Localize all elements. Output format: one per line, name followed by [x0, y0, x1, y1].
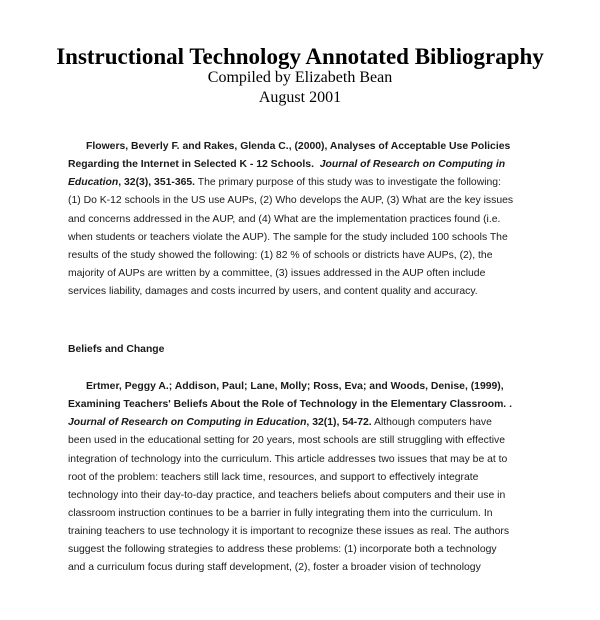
entry-annotation-line: suggest the following strategies to address these problems: (1) incorporate both a technology	[68, 544, 497, 556]
entry-annotation-line: and a curriculum focus during staff development, (2), foster a broader vision of technology	[68, 562, 481, 574]
entry-annotation-line: results of the study showed the following: (1) 82 % of schools or districts have AUPs, (2), the	[68, 249, 493, 261]
entry-journal-name-cont: Education	[68, 177, 119, 189]
document-subtitle: Compiled by Elizabeth Bean	[207, 69, 393, 86]
entry-annotation-line: been used in the educational setting for 20 years, most schools are still struggling with effective	[68, 435, 506, 447]
entry-citation-title: Regarding the Internet in Selected K - 12 Schools.	[68, 159, 314, 171]
entry-annotation-line: (1) Do K-12 schools in the US use AUPs, (2) Who develops the AUP, (3) What are the key issues	[68, 195, 514, 207]
entry-annotation-line: integration of technology into the curriculum. This article addresses two issues that may be at to	[68, 453, 508, 465]
bibliography-entry-ertmer	[68, 378, 538, 578]
entry-citation-authors: Flowers, Beverly F. and Rakes, Glenda C., (2000), Analyses of Acceptable Use Policies	[86, 141, 511, 152]
document-date: August 2001	[258, 89, 342, 106]
entry-volume-pages: , 32(3), 351-365.	[118, 177, 196, 189]
entry-annotation-line: and concerns addressed in the AUP, and (4) What are the implementation practices found (i.e.	[68, 213, 501, 225]
entry-annotation-line: training teachers to use technology it is important to recognize these issues as real. The authors	[68, 526, 510, 538]
entry-volume-pages: , 32(1), 54-72.	[306, 417, 372, 429]
bibliography-entry-flowers	[68, 138, 538, 301]
entry-annotation-line: classroom instruction continues to be a barrier in fully integrating them into the curriculum. In	[68, 507, 493, 519]
section-heading: Beliefs and Change	[68, 344, 165, 355]
entry-annotation-line: root of the problem: teachers still lack time, resources, and support to effectively integrate	[68, 471, 479, 483]
entry-journal-name: Journal of Research on Computing in	[319, 159, 506, 171]
entry-annotation-line: majority of AUPs are written by a committee, (3) issues addressed in the AUP often include	[68, 267, 486, 279]
entry-citation-authors: Ertmer, Peggy A.; Addison, Paul; Lane, Molly; Ross, Eva; and Woods, Denise, (1999),	[86, 381, 504, 392]
entry-journal-name: Journal of Research on Computing in Education	[68, 417, 307, 429]
entry-annotation-text: Although computers have	[371, 417, 492, 429]
entry-annotation-text: The primary purpose of this study was to investigate the following:	[195, 177, 501, 189]
entry-annotation-line: technology into their day-to-day practice, and teachers beliefs about computers and their use in	[68, 489, 506, 501]
entry-annotation-line: when students or teachers violate the AUP). The sample for the study included 100 schools The	[68, 231, 508, 243]
entry-citation-title: Examining Teachers' Beliefs About the Role of Technology in the Elementary Classroom. .	[68, 399, 512, 411]
entry-annotation-line: services liability, damages and costs incurred by users, and content quality and accuracy.	[68, 286, 478, 298]
document-title: Instructional Technology Annotated Bibliography	[56, 44, 544, 69]
